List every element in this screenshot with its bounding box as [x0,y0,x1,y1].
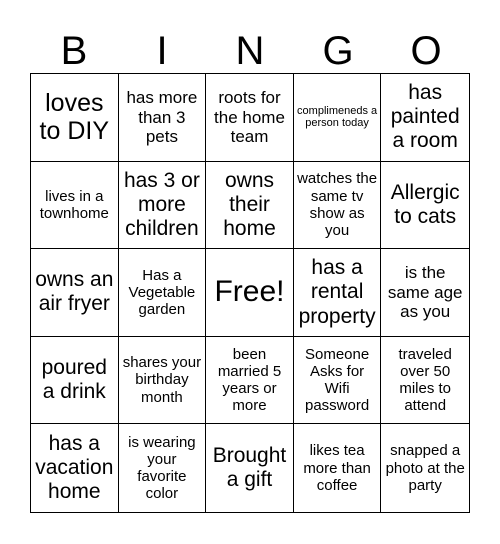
bingo-cell-r4c1[interactable]: poured a drink [31,337,119,425]
bingo-cell-free[interactable]: Free! [206,249,294,337]
header-letter-g: G [322,29,354,73]
header-letter-n: N [235,29,265,73]
bingo-cell-r3c5[interactable]: is the same age as you [381,249,469,337]
header-letter-i: I [156,29,168,73]
bingo-cell-r1c4[interactable]: complimeneds a person today [294,74,382,162]
bingo-cell-r1c3[interactable]: roots for the home team [206,74,294,162]
bingo-cell-r4c3[interactable]: been married 5 years or more [206,337,294,425]
bingo-cell-r5c4[interactable]: likes tea more than coffee [294,424,382,512]
bingo-cell-r3c2[interactable]: Has a Vegetable garden [119,249,207,337]
bingo-cell-r3c1[interactable]: owns an air fryer [31,249,119,337]
bingo-cell-r5c1[interactable]: has a vacation home [31,424,119,512]
bingo-cell-r4c2[interactable]: shares your birthday month [119,337,207,425]
bingo-cell-r4c4[interactable]: Someone Asks for Wifi password [294,337,382,425]
bingo-cell-r2c1[interactable]: lives in a townhome [31,162,119,250]
bingo-cell-r4c5[interactable]: traveled over 50 miles to attend [381,337,469,425]
bingo-cell-r2c5[interactable]: Allergic to cats [381,162,469,250]
bingo-cell-r1c1[interactable]: loves to DIY [31,74,119,162]
bingo-cell-r2c2[interactable]: has 3 or more children [119,162,207,250]
bingo-cell-r2c3[interactable]: owns their home [206,162,294,250]
header-letter-b: B [60,29,88,73]
bingo-cell-r3c4[interactable]: has a rental property [294,249,382,337]
bingo-cell-r1c5[interactable]: has painted a room [381,74,469,162]
header-letter-o: O [410,29,442,73]
bingo-cell-r1c2[interactable]: has more than 3 pets [119,74,207,162]
bingo-cell-r5c2[interactable]: is wearing your favorite color [119,424,207,512]
bingo-cell-r5c3[interactable]: Brought a gift [206,424,294,512]
bingo-board [30,73,470,513]
bingo-cell-r2c4[interactable]: watches the same tv show as you [294,162,382,250]
bingo-cell-r5c5[interactable]: snapped a photo at the party [385,442,465,494]
bingo-header [30,26,470,76]
